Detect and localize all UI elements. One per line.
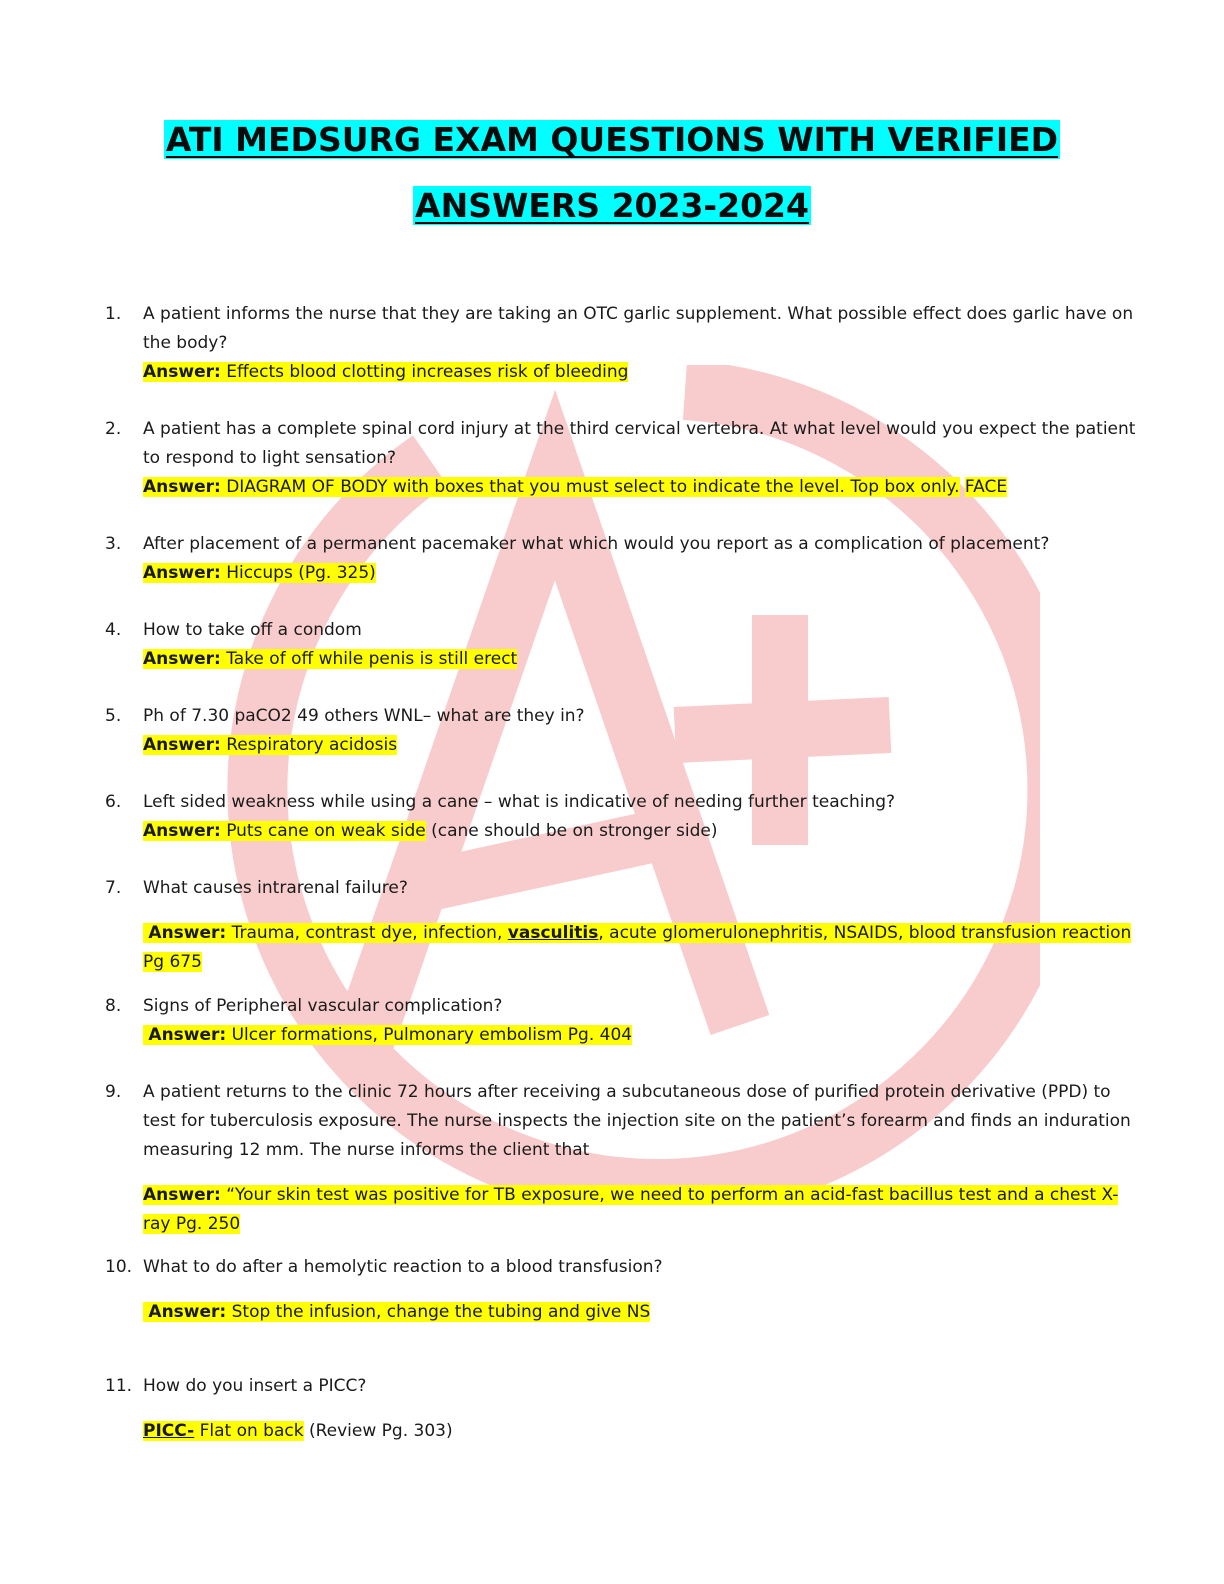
document-title-line-2: ANSWERS 2023-2024 bbox=[415, 186, 809, 225]
question-number: 3. bbox=[105, 534, 122, 554]
answer-label: Answer: bbox=[143, 821, 221, 841]
question-text: How to take off a condom bbox=[143, 620, 362, 640]
answer bbox=[143, 645, 1145, 674]
question-number: 2. bbox=[105, 419, 122, 439]
answer-label: Answer: bbox=[143, 735, 221, 755]
answer-label: Answer: bbox=[148, 1025, 227, 1045]
answer-text: DIAGRAM OF BODY with boxes that you must select to indicate the level. Top box only. bbox=[220, 477, 960, 497]
question-text: How do you insert a PICC? bbox=[143, 1376, 367, 1396]
question-text: After placement of a permanent pacemaker what which would you report as a complication of placement? bbox=[143, 534, 1050, 554]
question-text: A patient informs the nurse that they are taking an OTC garlic supplement. What possible effect does garlic have on the body? bbox=[143, 304, 1134, 353]
answer bbox=[143, 731, 1145, 760]
question-text: What causes intrarenal failure? bbox=[143, 878, 408, 898]
question-number: 11. bbox=[105, 1376, 133, 1396]
answer bbox=[143, 1021, 1145, 1050]
question-text: What to do after a hemolytic reaction to a blood transfusion? bbox=[143, 1257, 663, 1277]
question-text: Signs of Peripheral vascular complication? bbox=[143, 996, 503, 1016]
question-text: Left sided weakness while using a cane – what is indicative of needing further teaching? bbox=[143, 792, 896, 812]
answer-text: Respiratory acidosis bbox=[220, 735, 398, 755]
question-item-7 bbox=[105, 874, 1145, 977]
question-item-11 bbox=[105, 1372, 1145, 1446]
answer bbox=[143, 559, 1145, 588]
document-title-line-1: ATI MEDSURG EXAM QUESTIONS WITH VERIFIED bbox=[165, 120, 1059, 159]
question-number: 6. bbox=[105, 792, 122, 812]
answer bbox=[143, 358, 1145, 387]
answer-label: Answer: bbox=[148, 923, 227, 943]
question-number: 7. bbox=[105, 878, 122, 898]
answer-text: Flat on back bbox=[194, 1421, 304, 1441]
answer-label: PICC- bbox=[143, 1421, 195, 1441]
answer bbox=[143, 1181, 1145, 1239]
question-item-4 bbox=[105, 616, 1145, 674]
answer-text: “Your skin test was positive for TB exposure, we need to perform an acid-fast bacillus test and a chest X-ray Pg. 250 bbox=[143, 1185, 1119, 1234]
answer-extra: FACE bbox=[964, 477, 1008, 497]
answer-text: Ulcer formations, Pulmonary embolism Pg. 404 bbox=[226, 1025, 633, 1045]
answer-text: Hiccups (Pg. 325) bbox=[220, 563, 376, 583]
answer-note: (cane should be on stronger side) bbox=[425, 821, 718, 841]
question-item-3 bbox=[105, 530, 1145, 588]
question-number: 5. bbox=[105, 706, 122, 726]
answer-text: Stop the infusion, change the tubing and give NS bbox=[226, 1302, 651, 1322]
question-number: 1. bbox=[105, 304, 122, 324]
answer-label: Answer: bbox=[143, 362, 221, 382]
answer bbox=[143, 817, 1145, 846]
answer-text: Puts cane on weak side bbox=[220, 821, 426, 841]
question-item-1 bbox=[105, 300, 1145, 387]
answer-label: Answer: bbox=[148, 1302, 227, 1322]
answer bbox=[143, 473, 1145, 502]
answer-label: Answer: bbox=[143, 563, 221, 583]
question-item-10 bbox=[105, 1253, 1145, 1327]
question-item-5 bbox=[105, 702, 1145, 760]
question-number: 9. bbox=[105, 1082, 122, 1102]
answer-note: (Review Pg. 303) bbox=[303, 1421, 453, 1441]
answer-text: Take of off while penis is still erect bbox=[220, 649, 518, 669]
answer-label: Answer: bbox=[143, 649, 221, 669]
question-number: 10. bbox=[105, 1257, 133, 1277]
answer-emphasis: vasculitis bbox=[507, 923, 599, 943]
question-item-8 bbox=[105, 992, 1145, 1050]
answer bbox=[143, 1417, 1145, 1446]
question-item-9 bbox=[105, 1078, 1145, 1239]
answer bbox=[143, 1298, 1145, 1327]
question-text: A patient has a complete spinal cord injury at the third cervical vertebra. At what level would you expect the patient to respond to light sensation? bbox=[143, 419, 1136, 468]
answer-label: Answer: bbox=[143, 1185, 221, 1205]
question-text: Ph of 7.30 paCO2 49 others WNL– what are they in? bbox=[143, 706, 585, 726]
question-item-6 bbox=[105, 788, 1145, 846]
answer-text: Effects blood clotting increases risk of bleeding bbox=[220, 362, 629, 382]
question-item-2 bbox=[105, 415, 1145, 502]
question-text: A patient returns to the clinic 72 hours after receiving a subcutaneous dose of purified protein derivative (PPD) to test for tuberculosis exposure. The nurse inspects the injection site on the patient’s forearm and finds an induration measuring 12 mm. The nurse informs the client that bbox=[143, 1082, 1131, 1160]
question-number: 4. bbox=[105, 620, 122, 640]
question-number: 8. bbox=[105, 996, 122, 1016]
answer-label: Answer: bbox=[143, 477, 221, 497]
answer: Answer: Trauma, contrast dye, infection, vasculitis, acute glomerulonephritis, NSAIDS, blood transfusion reaction Pg 675 bbox=[143, 923, 1132, 972]
